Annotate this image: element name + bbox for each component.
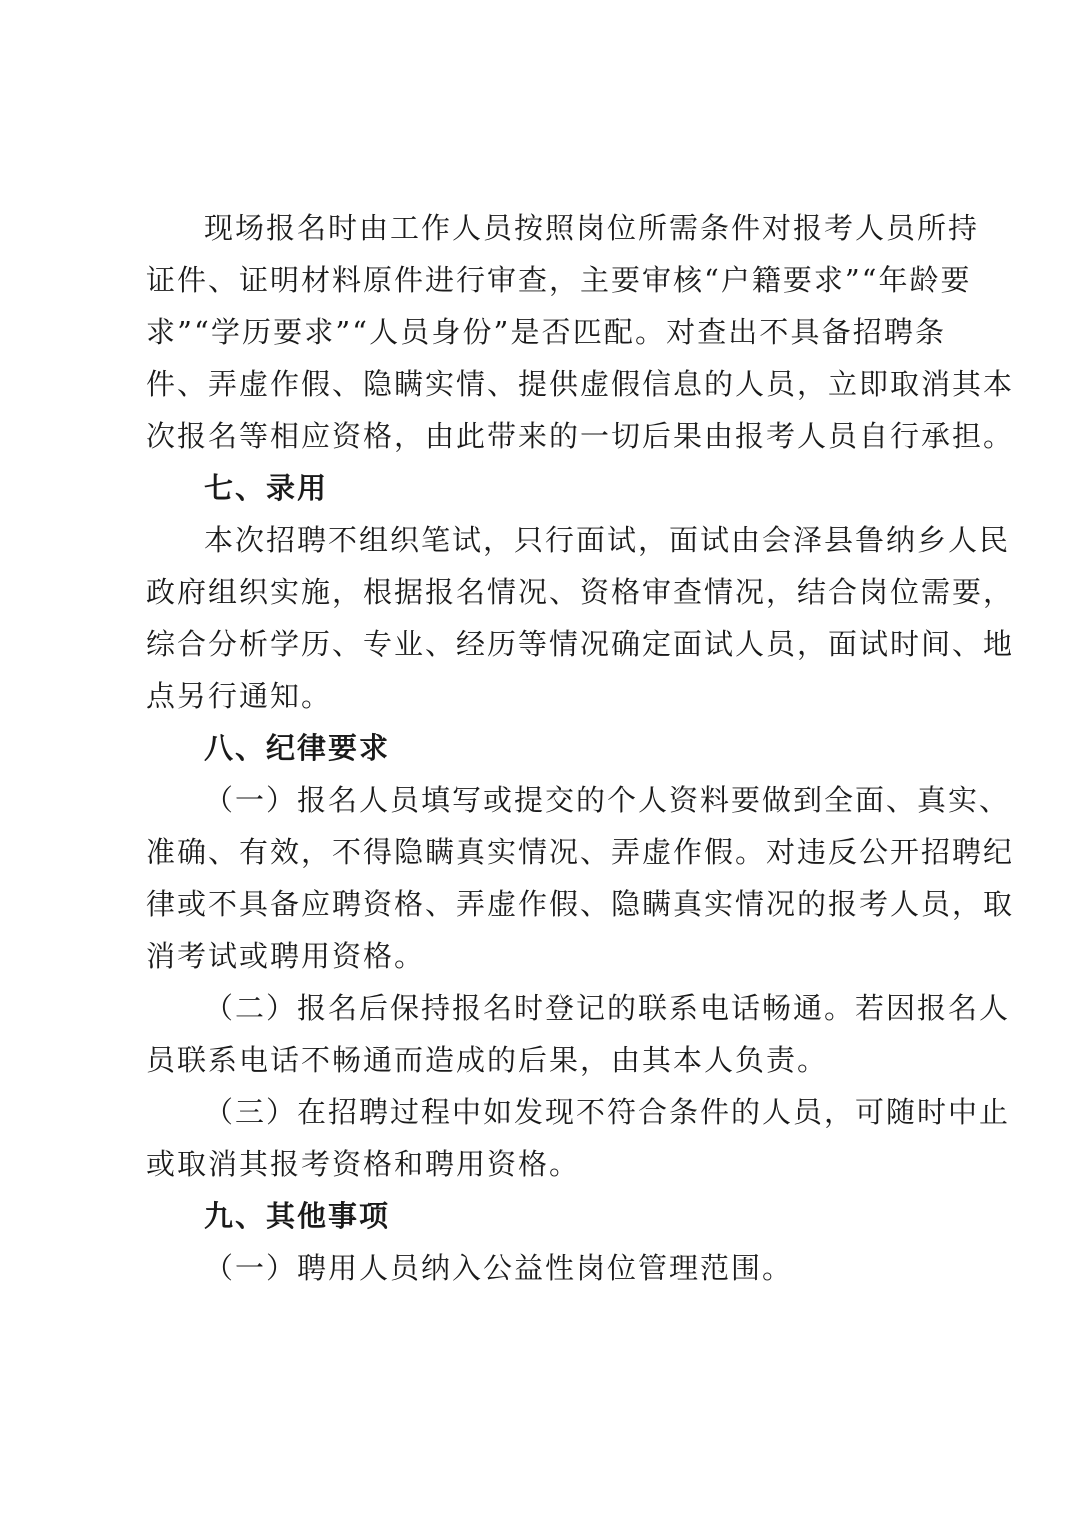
paragraph-line: （一）聘用人员纳入公益性岗位管理范围。 [204,1251,794,1285]
paragraph-line: 或取消其报考资格和聘用资格。 [146,1147,581,1181]
paragraph-line: 证件、证明材料原件进行审查，主要审核“户籍要求”“年龄要 [146,263,972,297]
paragraph-line: 现场报名时由工作人员按照岗位所需条件对报考人员所持 [204,211,980,245]
paragraph-line: （三）在招聘过程中如发现不符合条件的人员，可随时中止 [204,1095,1011,1129]
paragraph-line: 求”“学历要求”“人员身份”是否匹配。对查出不具备招聘条 [146,315,946,349]
paragraph-line: 件、弄虚作假、隐瞒实情、提供虚假信息的人员，立即取消其本 [146,367,1015,401]
paragraph-line: 综合分析学历、专业、经历等情况确定面试人员，面试时间、地 [146,627,1015,661]
paragraph-line: （二）报名后保持报名时登记的联系电话畅通。若因报名人 [204,991,1011,1025]
paragraph-line: 消考试或聘用资格。 [146,939,426,973]
paragraph-line: 本次招聘不组织笔试，只行面试，面试由会泽县鲁纳乡人民 [204,523,1011,557]
paragraph-line: 次报名等相应资格，由此带来的一切后果由报考人员自行承担。 [146,419,1015,453]
paragraph-line: （一）报名人员填写或提交的个人资料要做到全面、真实、 [204,783,1011,817]
document-body [146,202,1015,1294]
paragraph-line: 员联系电话不畅通而造成的后果，由其本人负责。 [146,1043,829,1077]
section-heading-employment: 七、录用 [204,471,329,505]
paragraph-line: 政府组织实施，根据报名情况、资格审查情况，结合岗位需要， [146,575,1015,609]
paragraph-line: 律或不具备应聘资格、弄虚作假、隐瞒真实情况的报考人员，取 [146,887,1015,921]
paragraph-line: 准确、有效，不得隐瞒真实情况、弄虚作假。对违反公开招聘纪 [146,835,1015,869]
paragraph-line: 点另行通知。 [146,679,333,713]
section-heading-other-matters: 九、其他事项 [204,1199,391,1233]
section-heading-discipline: 八、纪律要求 [204,731,391,765]
